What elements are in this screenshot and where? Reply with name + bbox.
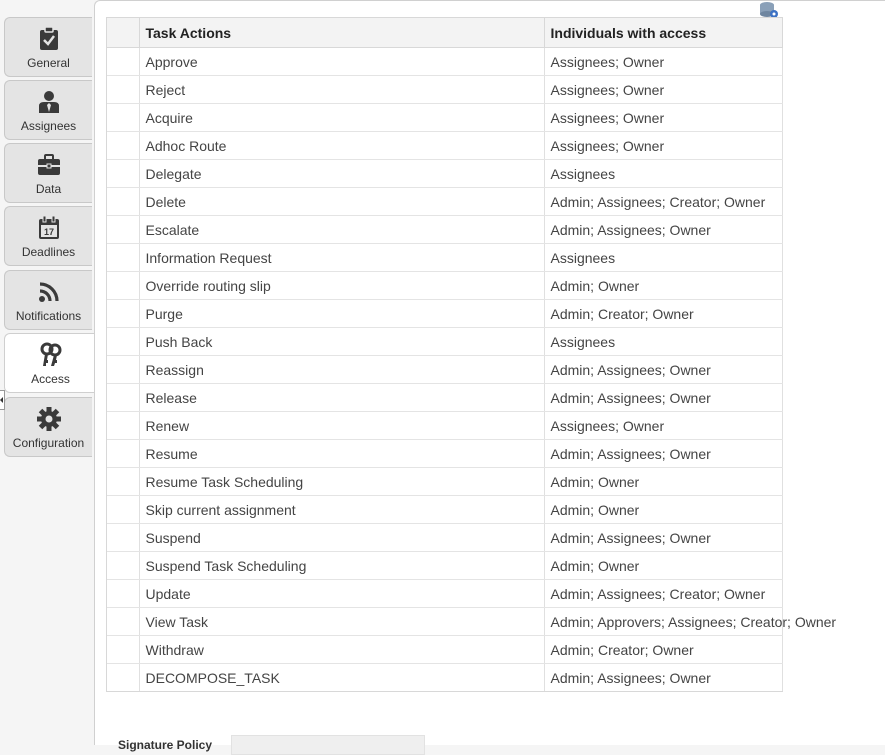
table-row[interactable] [107, 104, 782, 132]
task-action-cell: Escalate [139, 216, 544, 244]
individuals-cell[interactable]: Admin; Assignees; Owner [544, 524, 782, 552]
row-selector[interactable] [107, 160, 139, 188]
task-action-cell: Renew [139, 412, 544, 440]
table-row[interactable] [107, 664, 782, 692]
keys-icon [39, 343, 63, 367]
tab-label: Assignees [20, 119, 77, 133]
individuals-cell[interactable]: Admin; Owner [544, 468, 782, 496]
task-action-cell: Withdraw [139, 636, 544, 664]
task-action-cell: Suspend Task Scheduling [139, 552, 544, 580]
row-selector[interactable] [107, 328, 139, 356]
table-row[interactable] [107, 580, 782, 608]
table-row[interactable] [107, 608, 782, 636]
tab-assignees[interactable] [4, 80, 92, 140]
individuals-cell[interactable]: Admin; Creator; Owner [544, 636, 782, 664]
tab-deadlines[interactable] [4, 206, 92, 266]
individuals-cell[interactable]: Admin; Assignees; Owner [544, 356, 782, 384]
table-row[interactable] [107, 496, 782, 524]
task-action-cell: Reject [139, 76, 544, 104]
row-selector[interactable] [107, 244, 139, 272]
individuals-cell[interactable]: Admin; Assignees; Owner [544, 440, 782, 468]
signature-policy-field[interactable] [231, 735, 425, 755]
task-action-cell: Release [139, 384, 544, 412]
individuals-cell[interactable]: Assignees [544, 244, 782, 272]
task-action-cell: Resume Task Scheduling [139, 468, 544, 496]
user-icon [37, 90, 61, 114]
column-header-task-actions[interactable]: Task Actions [139, 18, 544, 48]
individuals-cell[interactable]: Assignees; Owner [544, 412, 782, 440]
tab-data[interactable] [4, 143, 92, 203]
table-row[interactable] [107, 356, 782, 384]
individuals-cell[interactable]: Assignees [544, 160, 782, 188]
table-row[interactable] [107, 300, 782, 328]
individuals-cell[interactable]: Assignees [544, 328, 782, 356]
tab-label: General [27, 56, 70, 70]
row-selector[interactable] [107, 272, 139, 300]
table-row[interactable] [107, 160, 782, 188]
individuals-cell[interactable]: Admin; Owner [544, 496, 782, 524]
table-row[interactable] [107, 244, 782, 272]
individuals-cell[interactable]: Admin; Creator; Owner [544, 300, 782, 328]
task-action-cell: Skip current assignment [139, 496, 544, 524]
tab-label: Access [31, 372, 70, 386]
row-selector[interactable] [107, 608, 139, 636]
table-row[interactable] [107, 384, 782, 412]
tab-label: Notifications [15, 309, 82, 323]
task-action-cell: Update [139, 580, 544, 608]
tab-configuration[interactable] [4, 397, 92, 457]
table-row[interactable] [107, 468, 782, 496]
tab-access[interactable] [4, 333, 96, 393]
row-selector[interactable] [107, 132, 139, 160]
individuals-cell[interactable]: Admin; Assignees; Owner [544, 216, 782, 244]
row-selector[interactable] [107, 188, 139, 216]
row-selector[interactable] [107, 76, 139, 104]
row-selector[interactable] [107, 104, 139, 132]
row-selector[interactable] [107, 496, 139, 524]
task-action-cell: Adhoc Route [139, 132, 544, 160]
signature-policy-label: Signature Policy [118, 738, 213, 752]
row-selector[interactable] [107, 664, 139, 692]
access-panel [94, 0, 885, 752]
task-action-cell: Suspend [139, 524, 544, 552]
row-selector-header [107, 18, 139, 48]
task-action-cell: Push Back [139, 328, 544, 356]
tab-label: Deadlines [21, 245, 76, 259]
task-action-cell: Reassign [139, 356, 544, 384]
task-action-cell: Override routing slip [139, 272, 544, 300]
table-row[interactable] [107, 636, 782, 664]
individuals-cell[interactable]: Admin; Assignees; Creator; Owner [544, 188, 782, 216]
rss-icon [37, 280, 61, 304]
individuals-cell[interactable]: Assignees; Owner [544, 76, 782, 104]
table-row[interactable] [107, 440, 782, 468]
row-selector[interactable] [107, 524, 139, 552]
calendar-day: 17 [43, 227, 54, 237]
individuals-cell[interactable]: Admin; Owner [544, 272, 782, 300]
briefcase-icon [37, 153, 61, 177]
row-selector[interactable] [107, 356, 139, 384]
task-action-cell: Delegate [139, 160, 544, 188]
table-row[interactable] [107, 328, 782, 356]
individuals-cell[interactable]: Admin; Assignees; Owner [544, 384, 782, 412]
individuals-cell[interactable]: Admin; Approvers; Assignees; Creator; Owner [544, 608, 782, 636]
task-action-cell: View Task [139, 608, 544, 636]
table-row[interactable] [107, 216, 782, 244]
task-actions-grid [106, 17, 837, 692]
clipboard-check-icon [37, 27, 61, 51]
individuals-cell[interactable]: Assignees; Owner [544, 132, 782, 160]
tab-general[interactable] [4, 17, 92, 77]
table-row[interactable] [107, 552, 782, 580]
task-action-cell: Resume [139, 440, 544, 468]
task-action-cell: Purge [139, 300, 544, 328]
row-selector[interactable] [107, 384, 139, 412]
row-selector[interactable] [107, 48, 139, 76]
task-actions-table [107, 18, 837, 691]
individuals-cell[interactable]: Admin; Owner [544, 552, 782, 580]
task-action-cell: Approve [139, 48, 544, 76]
table-row[interactable] [107, 188, 782, 216]
table-header-row [107, 18, 782, 48]
task-action-cell: DECOMPOSE_TASK [139, 664, 544, 692]
row-selector[interactable] [107, 412, 139, 440]
table-row[interactable] [107, 272, 782, 300]
tab-notifications[interactable] [4, 270, 92, 330]
calendar-icon [37, 216, 61, 240]
table-row[interactable] [107, 412, 782, 440]
column-header-individuals[interactable]: Individuals with access [544, 18, 782, 48]
row-selector[interactable] [107, 552, 139, 580]
row-selector[interactable] [107, 468, 139, 496]
individuals-cell[interactable]: Assignees; Owner [544, 48, 782, 76]
row-selector[interactable] [107, 440, 139, 468]
left-tab-bar [0, 0, 95, 745]
task-action-cell: Acquire [139, 104, 544, 132]
row-selector[interactable] [107, 636, 139, 664]
tab-label: Data [35, 182, 62, 196]
table-row[interactable] [107, 132, 782, 160]
table-row[interactable] [107, 48, 782, 76]
tab-label: Configuration [12, 436, 85, 450]
row-selector[interactable] [107, 300, 139, 328]
individuals-cell[interactable]: Admin; Assignees; Owner [544, 664, 782, 692]
task-action-cell: Delete [139, 188, 544, 216]
task-action-cell: Information Request [139, 244, 544, 272]
table-row[interactable] [107, 524, 782, 552]
row-selector[interactable] [107, 216, 139, 244]
gear-icon [37, 407, 61, 431]
individuals-cell[interactable]: Assignees; Owner [544, 104, 782, 132]
collapse-sidebar-handle[interactable] [0, 390, 5, 410]
individuals-cell[interactable]: Admin; Assignees; Creator; Owner [544, 580, 782, 608]
table-row[interactable] [107, 76, 782, 104]
row-selector[interactable] [107, 580, 139, 608]
